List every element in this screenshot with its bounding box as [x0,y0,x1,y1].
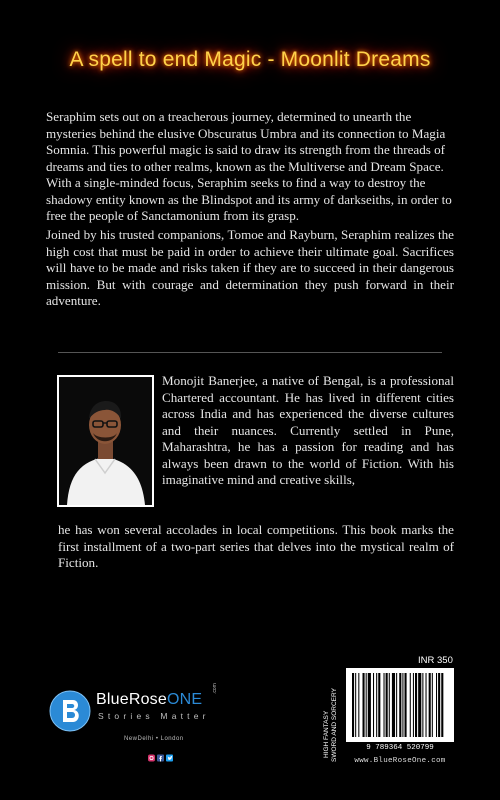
publisher-tagline: Stories Matter [98,711,210,721]
genre-line-1: HIGH FANTASY [323,710,330,758]
barcode-bar [392,673,395,737]
barcode-bar [396,673,397,737]
barcode-bar [376,673,377,737]
barcode-bar [441,673,443,737]
publisher-name-sup: .com [212,683,218,694]
barcode-bar [386,673,388,737]
genre-line-2: SWORD AND SORCERY [331,688,338,762]
publisher-locations: NewDelhi • London [124,736,184,742]
barcode-bar [429,673,431,737]
author-photo [57,375,154,507]
synopsis-paragraph-1: Seraphim sets out on a treacherous journey, determined to unearth the mysteries behind the elusive Obscuratus Umbra and its connection to Magia Somnia. This powerful magic is said to draw its strength from the threads of dreams and ties to other realms, known as the Multiverse and Dream Space. With a single-minded focus, Seraphim seeks to find a way to destroy the shadowy entity known as the Blindspot and its army of darkseiths, in order to free the people of Sanctamonium from its grasp. [46,109,452,223]
barcode-bar [418,673,421,737]
barcode-bar [426,673,427,737]
barcode-bar [410,673,411,737]
barcode-bar [363,673,365,737]
genre-label [320,670,340,766]
barcode-bar [413,673,414,737]
social-icons [148,749,188,757]
section-divider [58,352,442,353]
barcode-bar [415,673,417,737]
barcode-bar [358,673,359,737]
barcode-bar [436,673,437,737]
barcode-bar [422,673,423,737]
barcode-bar [399,673,401,737]
instagram-icon [148,755,155,762]
barcode-bar [352,673,354,737]
barcode-bar [378,673,380,737]
synopsis-paragraph-2: Joined by his trusted companions, Tomoe and Rayburn, Seraphim realizes the high cost that must be paid in order to achieve their ultimate goal. Sacrifices will have to be made and risks taken if they are to succeed in their dangerous mission. But with courage and determination they push forward in their adventure. [46,227,454,308]
publisher-name-accent: ONE [166,691,203,708]
barcode-bar [389,673,390,737]
facebook-icon [157,755,164,762]
publisher-website: www.BlueRoseOne.com [354,757,446,765]
barcode-bar [432,673,433,737]
price-label: INR 350 [418,655,453,666]
publisher-name-main: BlueRose [96,691,167,708]
barcode-bar [402,673,403,737]
barcode-bar [438,673,440,737]
barcode-bar [368,673,371,737]
twitter-icon [166,755,173,762]
isbn-number: 9 789364 520799 [366,744,434,752]
barcode-bar [405,673,407,737]
barcode-bar [355,673,356,737]
barcode-bar [366,673,367,737]
author-bio-beside-photo: Monojit Banerjee, a native of Bengal, is a professional Chartered accountant. He has lived in different cities across India and has experienced the diverse cultures and their nuances. Currently settled in Pune, Maharashtra, he has a passion for reading and has always been drawn to the world of Fiction. With his imaginative mind and creative skills, [162,373,454,487]
page-title: A spell to end Magic - Moonlit Dreams [69,48,431,71]
author-bio-continued: he has won several accolades in local competitions. This book marks the first installment of a two-part series that delves into the mystical realm of Fiction. [58,522,454,570]
publisher-logo-icon [49,690,91,732]
barcode-bar [384,673,385,737]
publisher-name [96,691,202,709]
barcode [346,668,454,742]
barcode-bar [373,673,374,737]
